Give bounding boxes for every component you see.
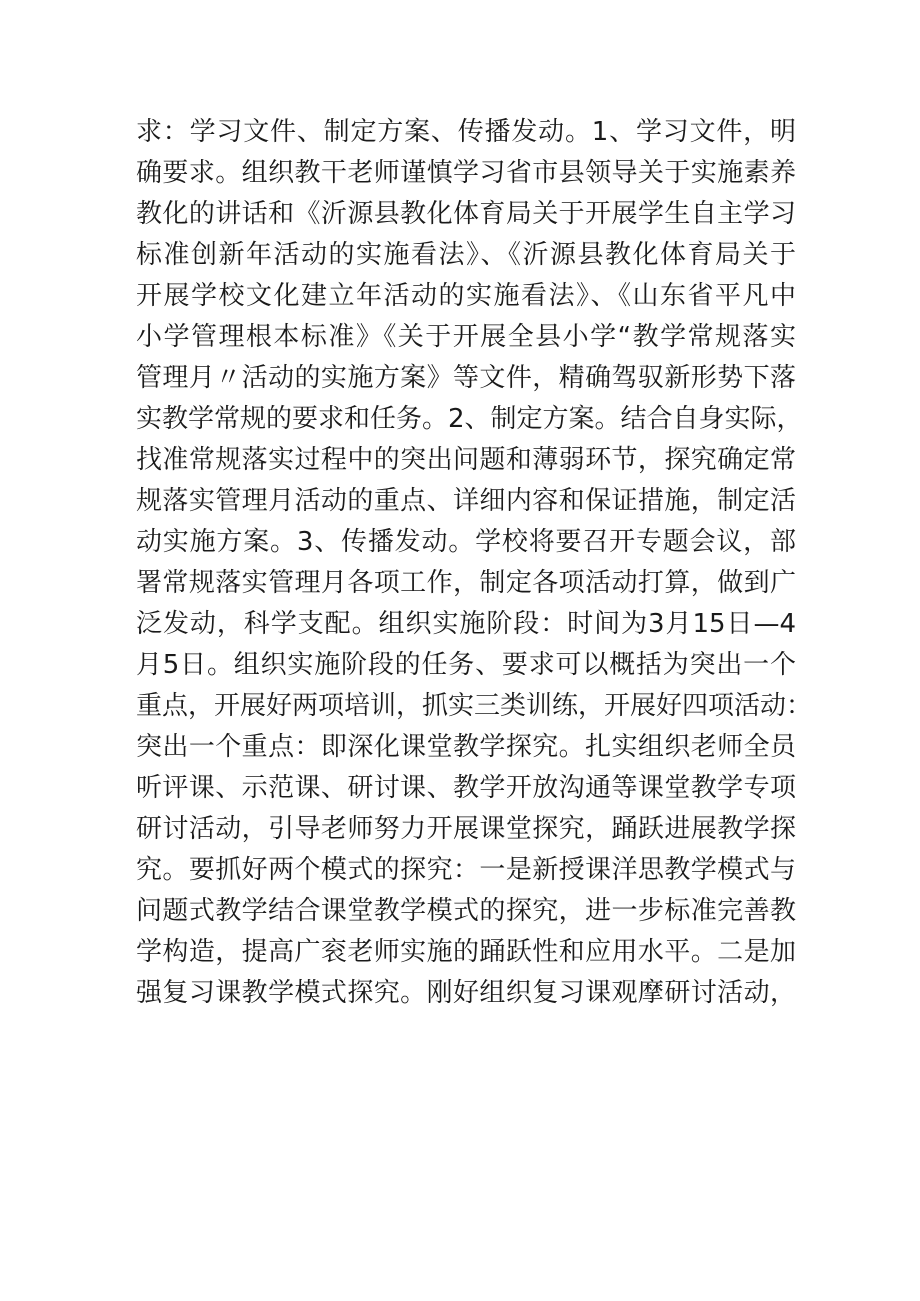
text-line: 月5日。组织实施阶段的任务、要求可以概括为突出一个	[136, 650, 796, 680]
text-line: 动实施方案。3、传播发动。学校将要召开专题会议，部	[136, 527, 796, 557]
text-line: 确要求。组织教干老师谨慎学习省市县领导关于实施素养	[136, 158, 796, 188]
text-line: 实教学常规的要求和任务。2、制定方案。结合自身实际，	[136, 404, 803, 434]
text-line: 管理月〃活动的实施方案》等文件，精确驾驭新形势下落	[136, 363, 796, 393]
text-line: 研讨活动，引导老师努力开展课堂探究，踊跃进展教学探	[136, 814, 796, 844]
text-line: 问题式教学结合课堂教学模式的探究，进一步标准完善教	[136, 896, 796, 926]
text-line: 泛发动，科学支配。组织实施阶段：时间为3月15日—4	[136, 609, 796, 639]
text-line: 学构造，提高广衮老师实施的踊跃性和应用水平。二是加	[136, 937, 796, 967]
text-line: 开展学校文化建立年活动的实施看法》、《山东省平凡中	[136, 281, 796, 311]
text-line: 署常规落实管理月各项工作，制定各项活动打算，做到广	[136, 568, 796, 598]
text-line: 听评课、示范课、研讨课、教学开放沟通等课堂教学专项	[136, 773, 796, 803]
body-paragraph	[136, 112, 813, 1014]
text-line: 究。要抓好两个模式的探究：一是新授课洋思教学模式与	[136, 855, 796, 885]
text-line: 强复习课教学模式探究。刚好组织复习课观摩研讨活动，	[136, 978, 796, 1008]
text-line: 求：学习文件、制定方案、传播发动。1、学习文件，明	[136, 117, 796, 147]
text-line: 教化的讲话和《沂源县教化体育局关于开展学生自主学习	[136, 199, 796, 229]
text-line: 规落实管理月活动的重点、详细内容和保证措施，制定活	[136, 486, 796, 516]
text-line: 突出一个重点：即深化课堂教学探究。扎实组织老师全员	[136, 732, 796, 762]
text-line: 标准创新年活动的实施看法》、《沂源县教化体育局关于	[136, 240, 796, 270]
text-line: 重点，开展好两项培训，抓实三类训练，开展好四项活动：	[136, 691, 813, 721]
text-line: 找准常规落实过程中的突出问题和薄弱环节，探究确定常	[136, 445, 796, 475]
text-line: 小学管理根本标准》《关于开展全县小学“教学常规落实	[136, 322, 796, 352]
